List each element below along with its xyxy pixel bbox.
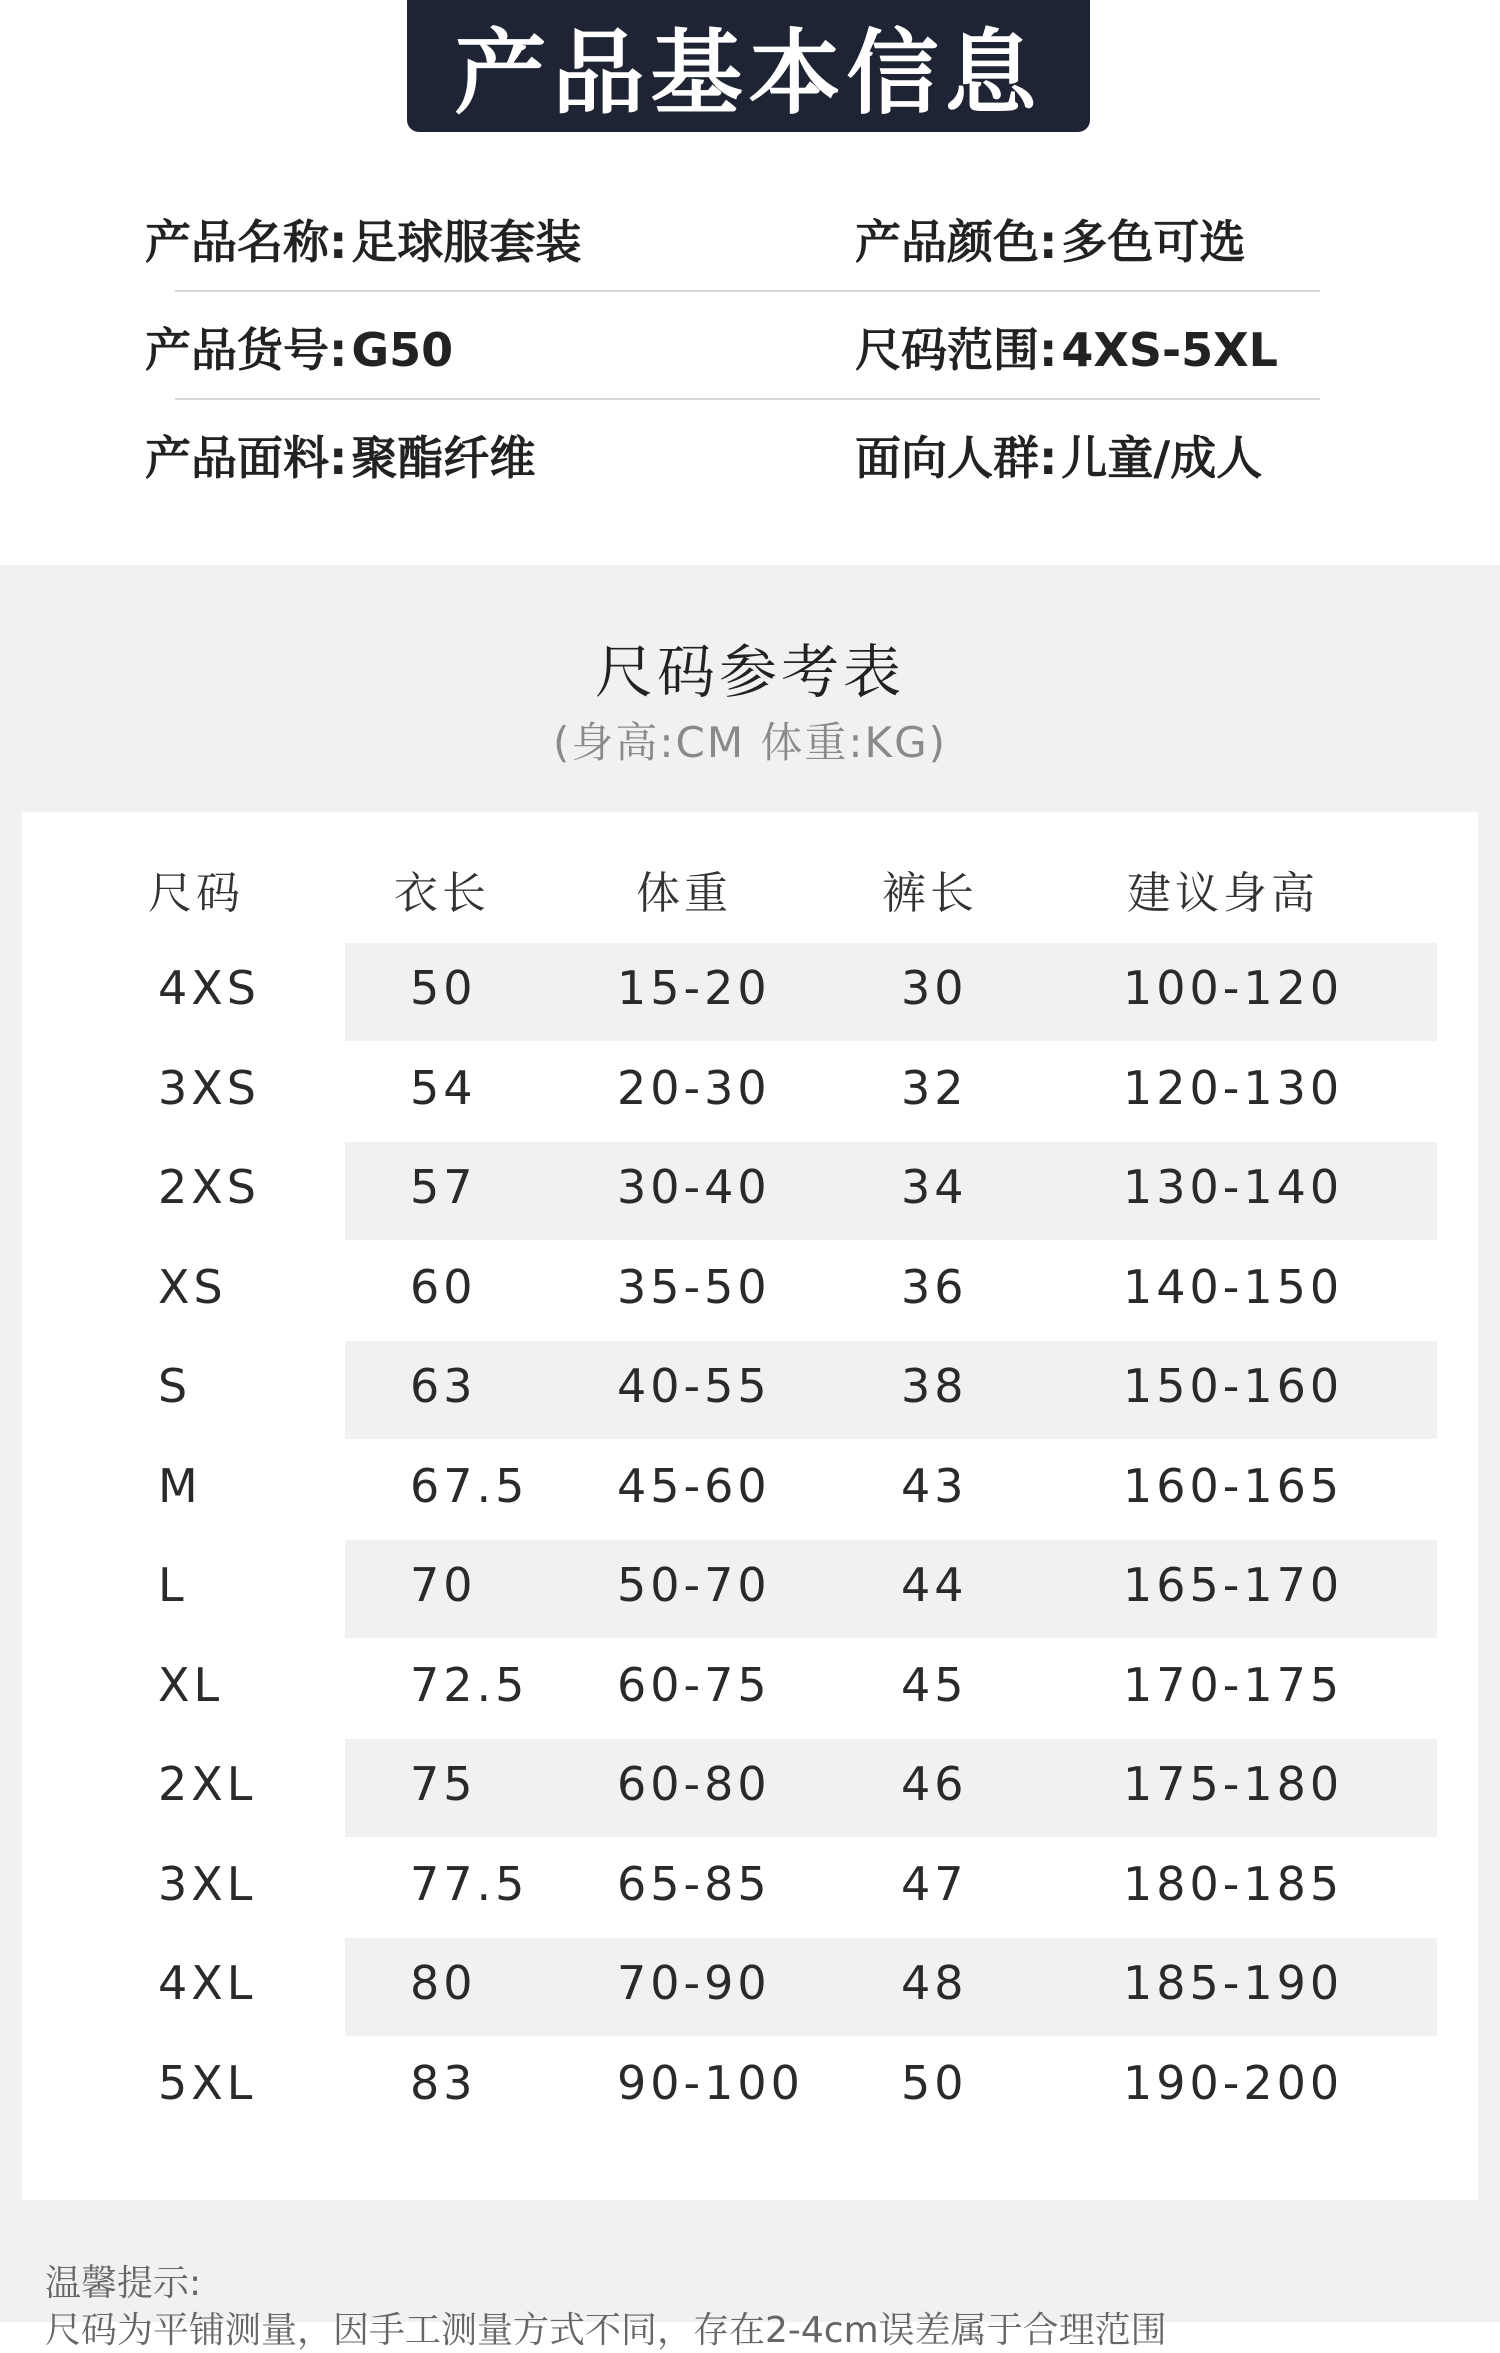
table-cell: 60-75 [617,1657,771,1712]
table-cell: 36 [901,1259,968,1314]
column-header-pants-length: 裤长 [882,868,978,919]
product-code-value: G50 [351,323,454,377]
product-color-label: 产品颜色: [855,215,1058,269]
table-cell: 45 [901,1657,968,1712]
table-cell: 54 [410,1060,477,1115]
table-cell: 45-60 [617,1458,771,1513]
table-cell: 83 [410,2055,477,2110]
table-cell: 4XS [158,961,260,1015]
column-header-size: 尺码 [148,868,244,919]
table-cell: 34 [901,1160,968,1214]
table-cell: 50 [901,2055,968,2110]
table-cell: 32 [901,1060,968,1115]
audience-label: 面向人群: [855,431,1058,485]
table-cell: 30 [901,961,968,1015]
table-cell: L [158,1558,188,1612]
info-divider [175,290,1320,292]
table-cell: 4XL [158,1956,257,2010]
table-cell: 50 [410,961,477,1015]
table-cell: 100-120 [1123,961,1344,1015]
column-header-length: 衣长 [394,868,490,919]
table-cell: 77.5 [410,1856,529,1911]
audience-value: 儿童/成人 [1061,431,1263,485]
info-row-1 [0,206,1500,276]
product-code [145,314,453,380]
table-cell: 165-170 [1123,1558,1344,1612]
table-cell: 150-160 [1123,1359,1344,1413]
table-cell: XL [158,1657,224,1712]
fabric-value: 聚酯纤维 [351,431,536,485]
table-cell: 180-185 [1123,1856,1344,1911]
column-header-height: 建议身高 [1127,868,1319,919]
product-size-range [855,314,1278,380]
section-title: 产品基本信息 [454,20,1043,127]
table-cell: S [158,1359,192,1413]
table-cell: 2XL [158,1757,257,1811]
table-cell: 3XL [158,1856,257,1911]
table-cell: 70 [410,1558,477,1612]
table-cell: 65-85 [617,1856,771,1911]
size-range-label: 尺码范围: [855,323,1058,377]
table-cell: 20-30 [617,1060,771,1115]
table-cell: 75 [410,1757,477,1811]
table-cell: 43 [901,1458,968,1513]
product-code-label: 产品货号: [145,323,348,377]
table-cell: 120-130 [1123,1060,1344,1115]
table-cell: 90-100 [617,2055,804,2110]
table-cell: 60-80 [617,1757,771,1811]
size-chart-title: 尺码参考表 [594,638,905,706]
table-cell: 60 [410,1259,477,1314]
tips-title: 温馨提示: [45,2263,202,2304]
table-cell: 46 [901,1757,968,1811]
product-color-value: 多色可选 [1061,215,1246,269]
table-cell: 185-190 [1123,1956,1344,2010]
info-row-2 [0,314,1500,384]
table-cell: 35-50 [617,1259,771,1314]
product-name-label: 产品名称: [145,215,348,269]
table-cell: M [158,1458,202,1513]
table-cell: 2XS [158,1160,260,1214]
table-cell: 47 [901,1856,968,1911]
info-row-3 [0,422,1500,492]
table-cell: 15-20 [617,961,771,1015]
size-range-value: 4XS-5XL [1061,323,1278,377]
table-cell: 50-70 [617,1558,771,1612]
table-cell: 70-90 [617,1956,771,2010]
fabric-label: 产品面料: [145,431,348,485]
table-cell: 190-200 [1123,2055,1344,2110]
table-cell: 80 [410,1956,477,2010]
table-cell: XS [158,1259,227,1314]
table-cell: 72.5 [410,1657,529,1712]
table-cell: 44 [901,1558,968,1612]
table-cell: 3XS [158,1060,260,1115]
table-cell: 48 [901,1956,968,2010]
table-cell: 67.5 [410,1458,529,1513]
table-cell: 5XL [158,2055,257,2110]
table-cell: 38 [901,1359,968,1413]
table-cell: 170-175 [1123,1657,1344,1712]
table-cell: 140-150 [1123,1259,1344,1314]
info-divider [175,398,1320,400]
table-cell: 30-40 [617,1160,771,1214]
table-cell: 160-165 [1123,1458,1344,1513]
table-cell: 57 [410,1160,477,1214]
size-chart-subtitle: (身高:CM 体重:KG) [552,718,948,767]
column-header-weight: 体重 [636,868,732,919]
product-name-value: 足球服套装 [351,215,582,269]
table-cell: 130-140 [1123,1160,1344,1214]
product-fabric [145,422,535,488]
table-cell: 40-55 [617,1359,771,1413]
tips-text: 尺码为平铺测量，因手工测量方式不同，存在2-4cm误差属于合理范围 [45,2310,1167,2351]
product-name [145,206,581,272]
product-color [855,206,1245,272]
table-cell: 175-180 [1123,1757,1344,1811]
table-cell: 63 [410,1359,477,1413]
section-title-banner [407,0,1090,132]
product-audience [855,422,1262,488]
